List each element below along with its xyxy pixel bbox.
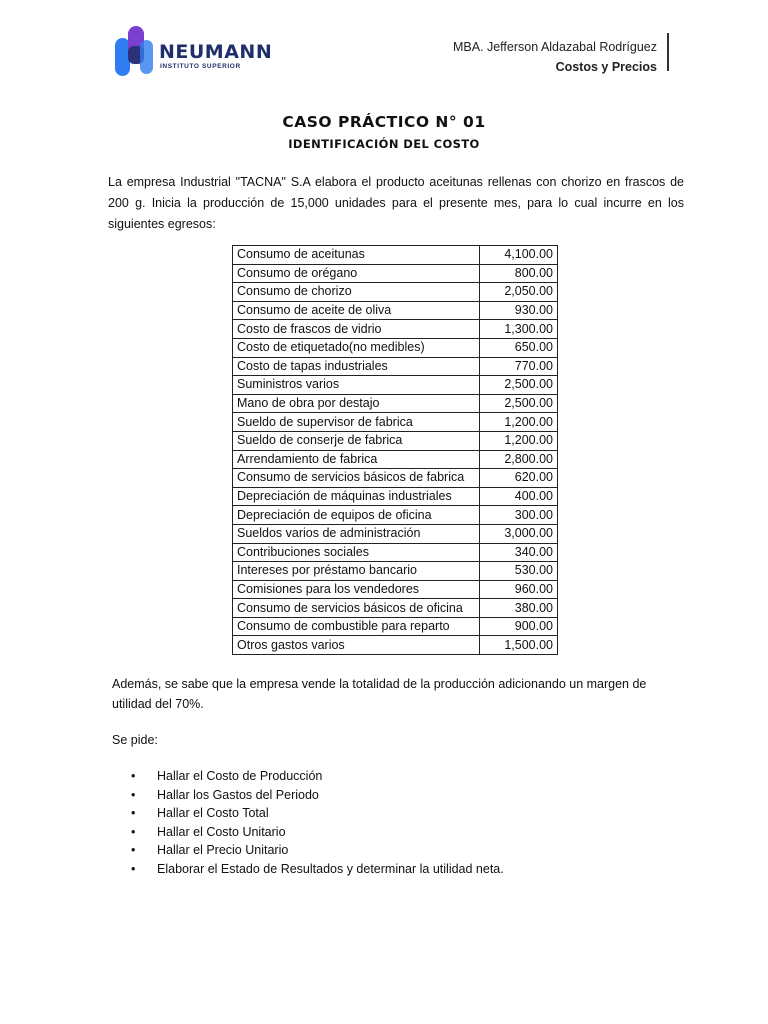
cost-amount: 380.00 (480, 599, 558, 618)
cost-amount: 800.00 (480, 264, 558, 283)
bullet-icon: • (131, 769, 136, 783)
cost-amount: 2,500.00 (480, 394, 558, 413)
table-row (233, 506, 558, 525)
cost-amount: 530.00 (480, 562, 558, 581)
table-row (233, 246, 558, 265)
page-title: CASO PRÁCTICO N° 01 (282, 113, 486, 131)
table-row (233, 617, 558, 636)
neumann-logo (114, 26, 273, 80)
cost-amount: 900.00 (480, 617, 558, 636)
table-row (233, 599, 558, 618)
cost-amount: 960.00 (480, 580, 558, 599)
task-text: Hallar el Precio Unitario (157, 843, 289, 858)
course-name: Costos y Precios (555, 60, 657, 74)
cost-amount: 4,100.00 (480, 246, 558, 265)
costs-table (232, 245, 558, 655)
bullet-icon: • (131, 806, 136, 821)
neumann-logo-mark (114, 26, 154, 78)
cost-concept: Consumo de aceite de oliva (233, 301, 480, 320)
cost-concept: Suministros varios (233, 376, 480, 395)
cost-concept: Costo de etiquetado(no medibles) (233, 338, 480, 357)
table-row (233, 562, 558, 581)
header-divider (667, 33, 669, 71)
task-text: Hallar los Gastos del Periodo (157, 787, 319, 802)
task-text: Hallar el Costo Total (157, 806, 269, 821)
table-row (233, 320, 558, 339)
cost-amount: 1,200.00 (480, 413, 558, 432)
table-row (233, 431, 558, 450)
cost-concept: Arrendamiento de fabrica (233, 450, 480, 469)
table-row (233, 338, 558, 357)
cost-concept: Comisiones para los vendedores (233, 580, 480, 599)
logo-wordmark: NEUMANN (159, 41, 273, 63)
list-item (112, 786, 504, 805)
bullet-icon: • (131, 787, 136, 802)
list-item (112, 823, 504, 842)
page-subtitle: IDENTIFICACIÓN DEL COSTO (288, 137, 480, 151)
cost-concept: Depreciación de máquinas industriales (233, 487, 480, 506)
cost-concept: Consumo de servicios básicos de oficina (233, 599, 480, 618)
cost-amount: 1,500.00 (480, 636, 558, 655)
cost-concept: Depreciación de equipos de oficina (233, 506, 480, 525)
table-row (233, 394, 558, 413)
cost-concept: Consumo de aceitunas (233, 246, 480, 265)
cost-amount: 340.00 (480, 543, 558, 562)
margin-paragraph: Además, se sabe que la empresa vende la totalidad de la producción adicionando un margen de utilidad del 70%. (112, 677, 647, 711)
task-text: Hallar el Costo de Producción (157, 769, 323, 783)
bullet-icon: • (131, 861, 136, 876)
table-row (233, 487, 558, 506)
list-item (112, 767, 504, 786)
cost-concept: Sueldos varios de administración (233, 524, 480, 543)
cost-amount: 3,000.00 (480, 524, 558, 543)
cost-amount: 2,500.00 (480, 376, 558, 395)
cost-amount: 2,050.00 (480, 283, 558, 302)
bullet-icon: • (131, 843, 136, 858)
table-row (233, 301, 558, 320)
cost-concept: Consumo de chorizo (233, 283, 480, 302)
task-text: Hallar el Costo Unitario (157, 824, 286, 839)
request-label: Se pide: (112, 733, 158, 747)
table-row (233, 283, 558, 302)
header-author-block (453, 37, 657, 77)
cost-amount: 400.00 (480, 487, 558, 506)
table-row (233, 580, 558, 599)
task-list (112, 767, 504, 879)
cost-amount: 770.00 (480, 357, 558, 376)
table-row (233, 543, 558, 562)
table-row (233, 524, 558, 543)
table-row (233, 413, 558, 432)
cost-amount: 620.00 (480, 469, 558, 488)
cost-concept: Consumo de servicios básicos de fabrica (233, 469, 480, 488)
table-row (233, 450, 558, 469)
cost-amount: 2,800.00 (480, 450, 558, 469)
cost-concept: Costo de tapas industriales (233, 357, 480, 376)
task-text: Elaborar el Estado de Resultados y determinar la utilidad neta. (157, 861, 504, 876)
cost-concept: Mano de obra por destajo (233, 394, 480, 413)
cost-concept: Sueldo de supervisor de fabrica (233, 413, 480, 432)
cost-concept: Sueldo de conserje de fabrica (233, 431, 480, 450)
cost-amount: 300.00 (480, 506, 558, 525)
author-name: MBA. Jefferson Aldazabal Rodríguez (452, 40, 657, 54)
intro-paragraph: La empresa Industrial "TACNA" S.A elabora el producto aceitunas rellenas con chorizo en frascos de 200 g. Inicia la producción de 15,000 unidades para el presente mes, para lo cual incurre en los siguientes egresos: (108, 175, 684, 231)
cost-amount: 1,300.00 (480, 320, 558, 339)
cost-concept: Intereses por préstamo bancario (233, 562, 480, 581)
cost-concept: Consumo de orégano (233, 264, 480, 283)
list-item (112, 841, 504, 860)
cost-concept: Costo de frascos de vidrio (233, 320, 480, 339)
table-row (233, 376, 558, 395)
cost-amount: 930.00 (480, 301, 558, 320)
table-row (233, 264, 558, 283)
bullet-icon: • (131, 824, 136, 839)
cost-amount: 1,200.00 (480, 431, 558, 450)
list-item (112, 804, 504, 823)
table-row (233, 357, 558, 376)
cost-amount: 650.00 (480, 338, 558, 357)
cost-concept: Contribuciones sociales (233, 543, 480, 562)
cost-concept: Otros gastos varios (233, 636, 480, 655)
table-row (233, 469, 558, 488)
cost-concept: Consumo de combustible para reparto (233, 617, 480, 636)
table-row (233, 636, 558, 655)
list-item (112, 860, 504, 879)
logo-subtitle: INSTITUTO SUPERIOR (160, 63, 241, 70)
